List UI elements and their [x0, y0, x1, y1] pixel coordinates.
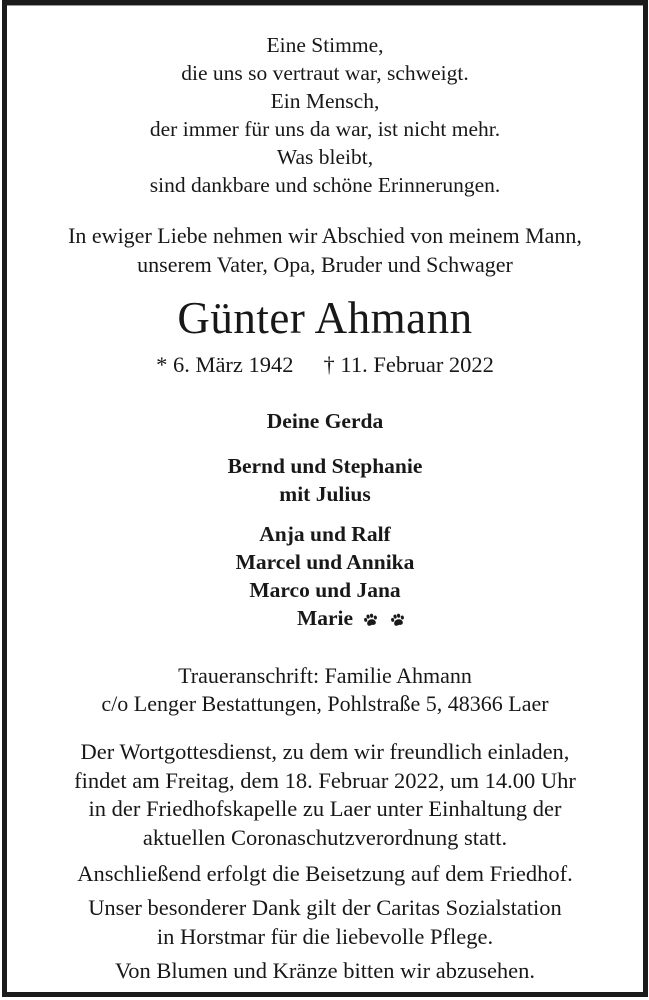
memorial-verse [8, 31, 642, 199]
mourner-group [8, 520, 642, 632]
mourner-line: mit Julius [279, 482, 371, 506]
service-line: findet am Freitag, dem 18. Februar 2022, um 14.00 Uhr [74, 767, 576, 793]
service-line: in der Friedhofskapelle zu Laer unter Einhaltung der [88, 796, 562, 821]
burial-info: Anschließend erfolgt die Beisetzung auf dem Friedhof. [77, 861, 573, 886]
verse-line: der immer für uns da war, ist nicht mehr. [149, 117, 501, 141]
intro-line: unserem Vater, Opa, Bruder und Schwager [137, 252, 513, 277]
life-dates [8, 350, 642, 379]
paw-icon [360, 605, 382, 636]
death-date: † 11. Februar 2022 [323, 352, 494, 377]
mourner-line: Marcel und Annika [235, 550, 415, 574]
intro-line: In ewiger Liebe nehmen wir Abschied von meinem Mann, [68, 223, 582, 248]
address-line: Traueranschrift: Familie Ahmann [178, 663, 472, 688]
verse-line: Eine Stimme, [266, 33, 384, 57]
thanks-line: in Horstmar für die liebevolle Pflege. [156, 924, 494, 949]
mourning-address [8, 662, 642, 718]
farewell-intro [8, 221, 642, 279]
mourner-line: Marco und Jana [249, 578, 401, 602]
thanks-line: Unser besonderer Dank gilt der Caritas Sozialstation [88, 895, 562, 920]
service-line: Der Wortgottesdienst, zu dem wir freundlich einladen, [80, 739, 570, 764]
thanks-note [8, 893, 642, 951]
mourner-name: Marie [296, 606, 354, 630]
verse-line: sind dankbare und schöne Erinnerungen. [149, 173, 501, 197]
verse-line: Was bleibt, [276, 145, 374, 169]
mourner-line: Bernd und Stephanie [227, 454, 423, 478]
mourners-list [8, 407, 642, 632]
address-line: c/o Lenger Bestattungen, Pohlstraße 5, 48366 Laer [101, 691, 549, 716]
service-info [8, 738, 642, 852]
verse-line: die uns so vertraut war, schweigt. [181, 61, 469, 85]
paw-icon [387, 605, 409, 636]
deceased-name: Günter Ahmann [177, 293, 473, 343]
paw-prints-icon [357, 607, 406, 635]
verse-line: Ein Mensch, [270, 89, 380, 113]
service-line: aktuellen Coronaschutzverordnung statt. [142, 824, 508, 850]
mourner-line: Anja und Ralf [259, 522, 391, 546]
mourner-wife: Deine Gerda [266, 409, 384, 433]
mourner-group [8, 452, 642, 508]
flowers-note: Von Blumen und Kränze bitten wir abzusehen. [114, 958, 536, 983]
birth-date: * 6. März 1942 [156, 352, 294, 377]
mourner-line-marie [8, 604, 642, 632]
notice-content [8, 5, 642, 985]
